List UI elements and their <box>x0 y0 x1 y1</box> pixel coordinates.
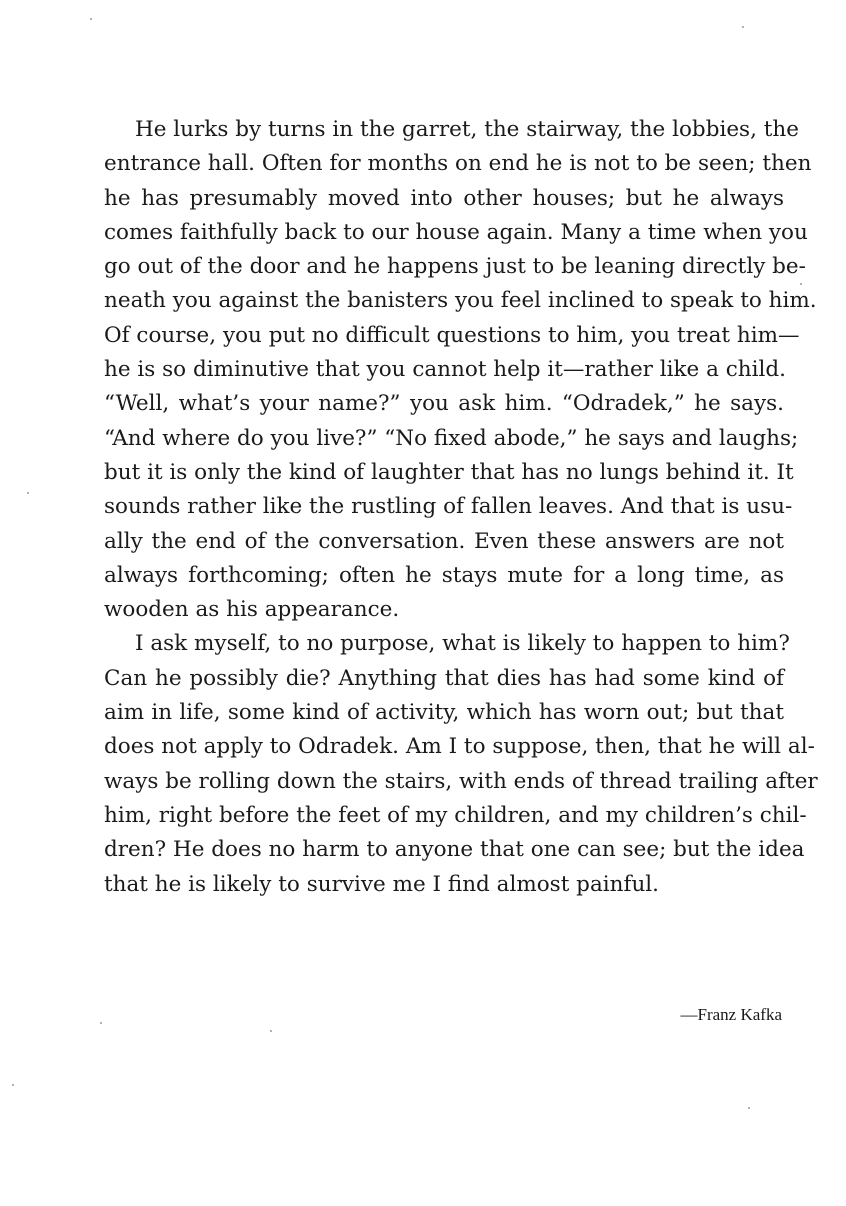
paragraph-1-line-6: neath you against the banisters you feel inclined to speak to him. <box>104 288 817 314</box>
scan-speck <box>748 1107 750 1109</box>
scan-speck <box>90 18 92 20</box>
scan-speck <box>100 1022 102 1024</box>
paragraph-1-line-12: sounds rather like the rustling of fallen leaves. And that is usu- <box>104 494 793 520</box>
scan-speck <box>270 1030 272 1032</box>
paragraph-1-line-14: always forthcoming; often he stays mute for a long time, as <box>104 562 784 588</box>
text-block <box>104 113 818 902</box>
paragraph-2-line-5: ways be rolling down the stairs, with ends of thread trailing after <box>104 768 818 794</box>
scan-speck <box>800 283 802 285</box>
paragraph-2-line-3: aim in life, some kind of activity, which has worn out; but that <box>104 700 784 726</box>
paragraph-1-line-5: go out of the door and he happens just to be leaning directly be- <box>104 254 806 280</box>
paragraph-1-line-8: he is so diminutive that you cannot help it—rather like a child. <box>104 357 787 383</box>
paragraph-2-line-2: Can he possibly die? Anything that dies has had some kind of <box>104 665 784 691</box>
paragraph-2-line-7: dren? He does no harm to anyone that one can see; but the idea <box>104 837 805 863</box>
paragraph-2-line-1: I ask myself, to no purpose, what is likely to happen to him? <box>135 631 790 657</box>
paragraph-1-line-4: comes faithfully back to our house again. Many a time when you <box>104 219 808 245</box>
paragraph-1-line-7: Of course, you put no difficult questions to him, you treat him— <box>104 322 800 348</box>
paragraph-1-line-2: entrance hall. Often for months on end he is not to be seen; then <box>104 151 812 177</box>
paragraph-1-line-13: ally the end of the conversation. Even these answers are not <box>104 528 784 554</box>
scan-speck <box>742 26 744 28</box>
paragraph-2-line-6: him, right before the feet of my children, and my children’s chil- <box>104 802 807 828</box>
paragraph-1-line-1: He lurks by turns in the garret, the stairway, the lobbies, the <box>135 117 799 142</box>
paragraph-1-line-9: “Well, what’s your name?” you ask him. “Odradek,” he says. <box>104 391 784 417</box>
author-attribution: —Franz Kafka <box>680 1005 782 1024</box>
paragraph-1-line-3: he has presumably moved into other houses; but he always <box>104 185 784 211</box>
paragraph-1-line-10: “And where do you live?” “No fixed abode,” he says and laughs; <box>104 425 799 451</box>
paragraph-1-line-15: wooden as his appearance. <box>104 597 400 623</box>
paragraph-2-line-4: does not apply to Odradek. Am I to suppose, then, that he will al- <box>104 734 815 760</box>
scan-speck <box>12 1084 14 1086</box>
paragraph-2-line-8: that he is likely to survive me I find almost painful. <box>104 871 660 897</box>
scan-speck <box>27 492 29 494</box>
paragraph-1-line-11: but it is only the kind of laughter that has no lungs behind it. It <box>104 459 794 485</box>
